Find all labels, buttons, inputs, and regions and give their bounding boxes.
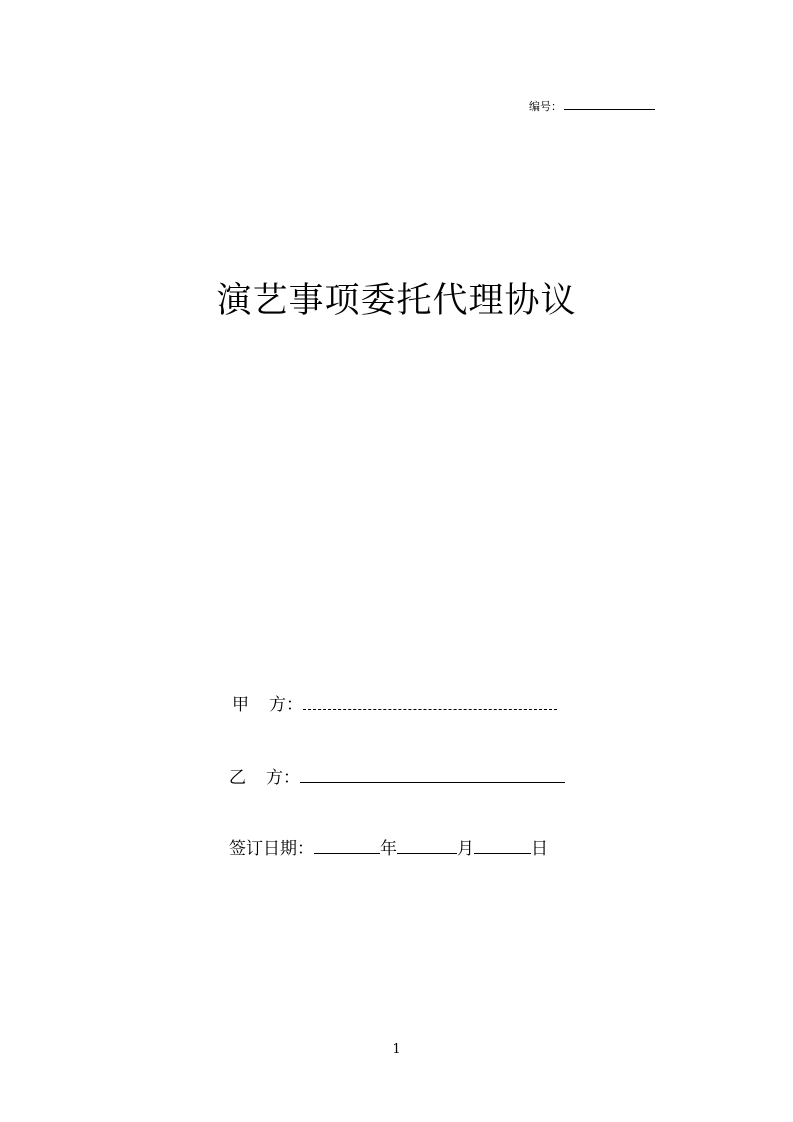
sign-date-year-blank bbox=[314, 837, 380, 854]
serial-number-field bbox=[529, 97, 655, 115]
party-b-label-second: 方： bbox=[266, 768, 300, 788]
sign-date-field bbox=[229, 837, 548, 860]
serial-number-blank bbox=[564, 97, 655, 110]
party-b-field bbox=[229, 766, 565, 789]
serial-number-label: 编号： bbox=[529, 100, 562, 113]
sign-date-day-label: 日 bbox=[531, 839, 548, 859]
party-a-field bbox=[232, 693, 557, 716]
party-b-label-first: 乙 bbox=[229, 768, 246, 788]
sign-date-label: 签订日期： bbox=[229, 839, 314, 859]
sign-date-month-label: 月 bbox=[457, 839, 474, 859]
sign-date-month-blank bbox=[397, 837, 457, 854]
party-a-blank bbox=[303, 693, 557, 710]
sign-date-year-label: 年 bbox=[380, 839, 397, 859]
sign-date-day-blank bbox=[474, 837, 531, 854]
party-a-label-second: 方： bbox=[269, 695, 303, 715]
document-title: 演艺事项委托代理协议 bbox=[216, 281, 577, 321]
party-a-label-first: 甲 bbox=[232, 695, 249, 715]
party-b-blank bbox=[300, 766, 565, 783]
page-number: 1 bbox=[392, 1042, 401, 1057]
